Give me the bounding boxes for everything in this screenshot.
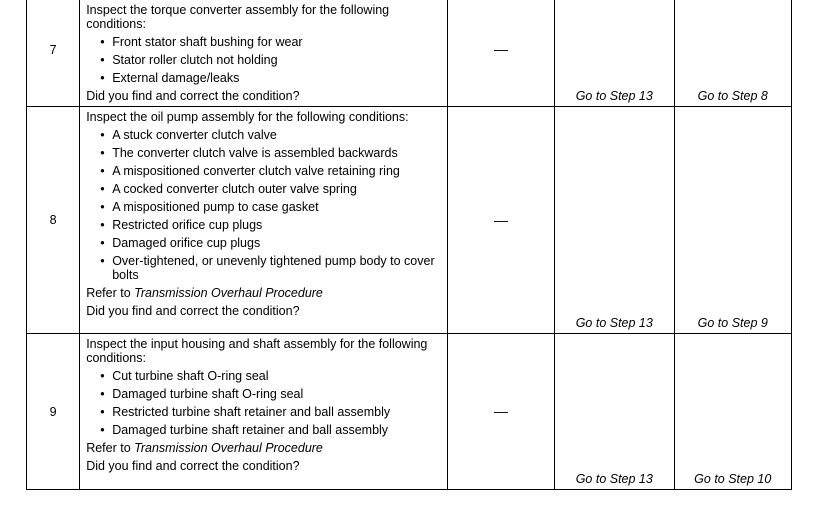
action-cell: [80, 107, 447, 334]
bullet-icon: •: [100, 387, 105, 401]
no-cell: Go to Step 10: [674, 334, 792, 490]
procedure-reference: Refer to Transmission Overhaul Procedure: [86, 441, 323, 455]
step-number: 7: [27, 0, 80, 107]
list-item: • A cocked converter clutch outer valve spring: [100, 182, 357, 196]
bullet-icon: •: [100, 53, 105, 67]
value-dash: —: [493, 41, 508, 57]
bullet-icon: •: [100, 35, 105, 49]
table-body: [27, 0, 792, 490]
no-cell: Go to Step 8: [674, 0, 792, 107]
bullet-icon: •: [100, 218, 105, 232]
list-item: • Front stator shaft bushing for wear: [100, 35, 303, 49]
action-intro: Inspect the input housing and shaft assembly for the following conditions:: [86, 337, 428, 365]
value-dash: —: [493, 211, 508, 228]
bullet-icon: •: [100, 405, 105, 419]
bullet-icon: •: [100, 164, 105, 178]
diagnostic-table: [26, 0, 792, 490]
list-item: • Over-tightened, or unevenly tightened pump body to cover bolts: [100, 254, 435, 282]
yes-cell: Go to Step 13: [555, 0, 674, 107]
procedure-reference: Refer to Transmission Overhaul Procedure: [86, 286, 323, 300]
list-item: • A mispositioned pump to case gasket: [100, 200, 319, 214]
list-item: • Damaged turbine shaft O-ring seal: [100, 387, 304, 401]
action-intro: Inspect the oil pump assembly for the following conditions:: [86, 110, 409, 124]
list-item: • External damage/leaks: [100, 71, 240, 85]
list-item: • A stuck converter clutch valve: [100, 128, 277, 142]
table-row: [27, 334, 792, 490]
list-item: • Damaged turbine shaft retainer and ball assembly: [100, 423, 389, 437]
value-cell: [447, 107, 554, 334]
condition-list: [86, 128, 442, 282]
condition-list: [86, 369, 442, 437]
action-question: Did you find and correct the condition?: [86, 89, 300, 103]
bullet-icon: •: [100, 254, 105, 268]
procedure-title: Transmission Overhaul Procedure: [134, 286, 323, 300]
table-row: [27, 107, 792, 334]
list-item: • Restricted turbine shaft retainer and ball assembly: [100, 405, 391, 419]
list-item: • The converter clutch valve is assembled backwards: [100, 146, 398, 160]
bullet-icon: •: [100, 71, 105, 85]
list-item: • Damaged orifice cup plugs: [100, 236, 261, 250]
action-intro: Inspect the torque converter assembly for the following conditions:: [86, 3, 390, 31]
value-dash: —: [493, 403, 508, 419]
step-number: 8: [27, 107, 80, 334]
bullet-icon: •: [100, 182, 105, 196]
list-item: • A mispositioned converter clutch valve retaining ring: [100, 164, 400, 178]
condition-list: [86, 35, 442, 85]
bullet-icon: •: [100, 128, 105, 142]
bullet-icon: •: [100, 200, 105, 214]
value-cell: [447, 334, 554, 490]
bullet-icon: •: [100, 423, 105, 437]
bullet-icon: •: [100, 146, 105, 160]
no-cell: Go to Step 9: [674, 107, 792, 334]
list-item: • Restricted orifice cup plugs: [100, 218, 263, 232]
action-question: Did you find and correct the condition?: [86, 459, 300, 473]
procedure-title: Transmission Overhaul Procedure: [134, 441, 323, 455]
action-question: Did you find and correct the condition?: [86, 304, 300, 318]
list-item: • Stator roller clutch not holding: [100, 53, 278, 67]
action-cell: [80, 0, 447, 107]
step-number: 9: [27, 334, 80, 490]
list-item: • Cut turbine shaft O-ring seal: [100, 369, 269, 383]
action-cell: [80, 334, 447, 490]
yes-cell: Go to Step 13: [555, 334, 674, 490]
bullet-icon: •: [100, 369, 105, 383]
table-row: [27, 0, 792, 107]
value-cell: [447, 0, 554, 107]
yes-cell: Go to Step 13: [555, 107, 674, 334]
bullet-icon: •: [100, 236, 105, 250]
